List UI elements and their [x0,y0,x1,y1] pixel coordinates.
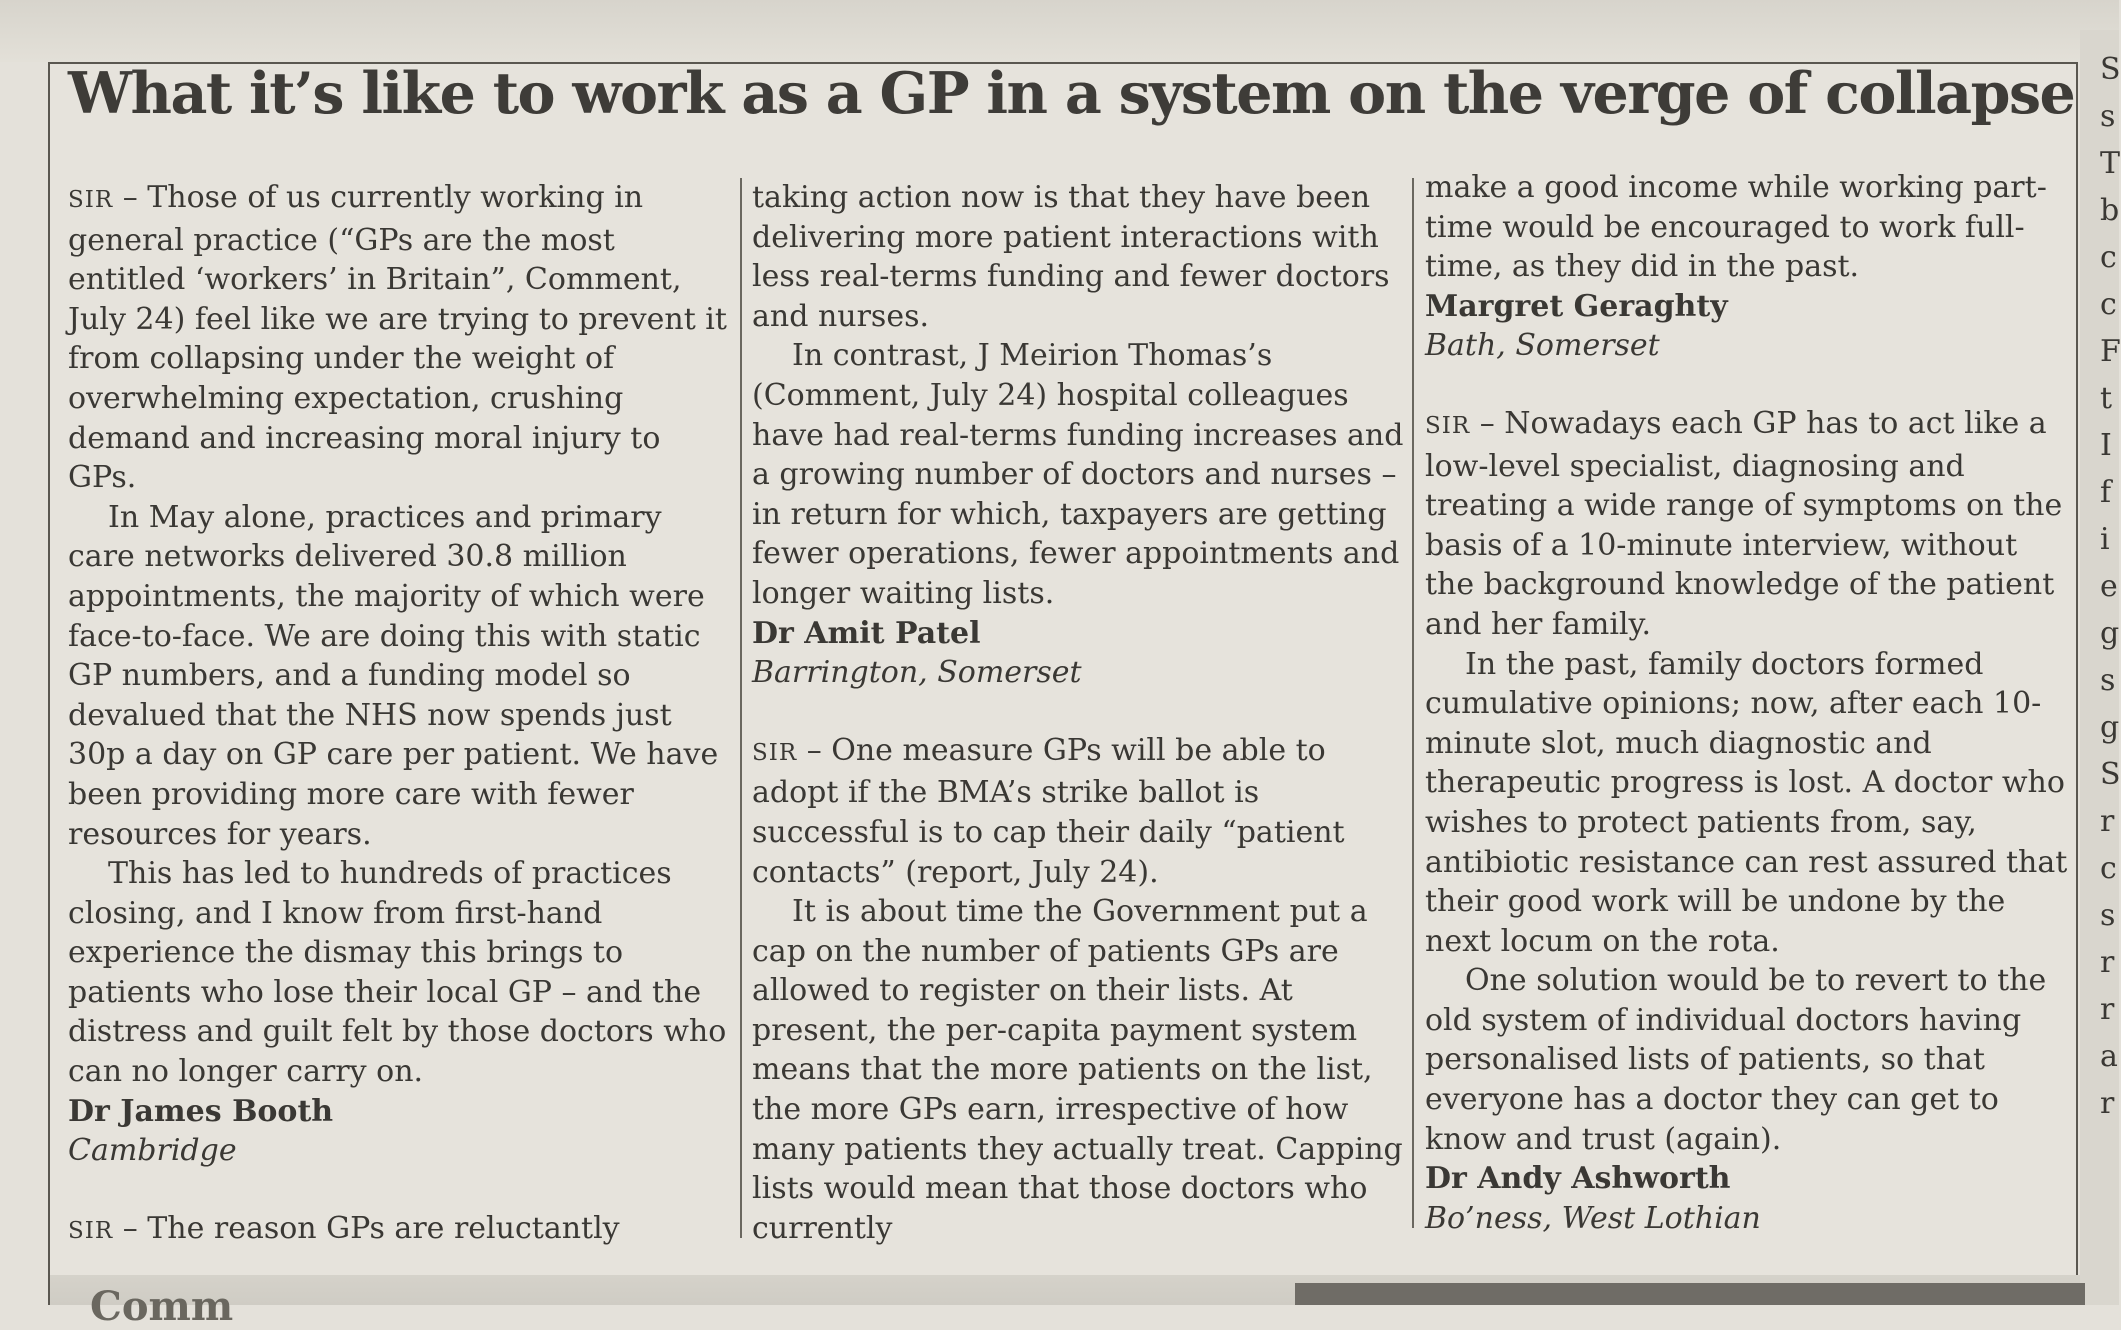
column-2 [752,178,1412,1286]
letter-ashworth [1425,404,2075,1238]
edge-letter-fragment: r [2100,945,2115,980]
sir-label: SIR [1425,412,1471,439]
column-1 [68,178,728,1289]
letter-paragraph: SIR – Those of us currently working in general practice (“GPs are the most entitled ‘workers’ in Britain”, Comment, July 24) feel like we are trying to prevent it from collapsing under the weight of overwhelming expectation, crushing demand and increasing moral injury to GPs. [68,180,727,496]
signature-name: Margret Geraghty [1425,288,1728,324]
letter-paragraph: taking action now is that they have been delivering more patient interactions with less real-terms funding and fewer doctors and nurses. [752,180,1390,334]
sir-label: SIR [752,739,798,766]
column-divider [1412,178,1414,1228]
edge-letter-fragment: I [2100,428,2112,463]
signature-place: Barrington, Somerset [752,655,1082,691]
edge-letter-fragment: a [2100,1039,2118,1074]
edge-letter-fragment: c [2100,240,2117,275]
letter-paragraph: make a good income while working part-time would be encouraged to work full-time, as they did in the past. [1425,170,2047,285]
edge-letter-fragment: g [2100,616,2120,651]
letter-paragraph: It is about time the Government put a cap on the number of patients GPs are allowed to register on their lists. At present, the per-capita payment system means that the more patients on the list, the more GPs earn, irrespective of how many patients they actually treat. Capping lists would mean that those doctors who currently [752,894,1403,1246]
edge-letter-fragment: S [2100,757,2121,792]
edge-letter-fragment: r [2100,992,2115,1027]
letter-paragraph: One solution would be to revert to the old system of individual doctors having personalised lists of patients, so that everyone has a doctor they can get to know and trust (again). [1425,963,2047,1157]
letter-patel [752,178,1412,693]
next-article-headline-fragment: Comm [90,1283,234,1330]
signature-name: Dr James Booth [68,1093,334,1129]
edge-letter-fragment: s [2100,99,2116,134]
edge-letter-fragment: e [2100,569,2118,604]
letter-paragraph: SIR – One measure GPs will be able to adopt if the BMA’s strike ballot is successful is to cap their daily “patient contacts” (report, July 24). [752,732,1345,890]
letter-patel-start [68,1209,728,1252]
signature-place: Bath, Somerset [1425,328,1660,364]
letter-paragraph: SIR – The reason GPs are reluctantly [68,1210,620,1246]
letter-paragraph: In contrast, J Meirion Thomas’s (Comment, July 24) hospital colleagues have had real-terms funding increases and a growing number of doctors and nurses – in return for which, taxpayers are getting fewer operations, fewer appointments and longer waiting lists. [752,338,1404,611]
edge-letter-fragment: s [2100,663,2116,698]
edge-letter-fragment: c [2100,287,2117,322]
column-divider [740,178,742,1238]
bottom-dark-bar [1295,1283,2085,1305]
edge-letter-fragment: T [2100,146,2121,181]
edge-letter-fragment: t [2100,381,2113,416]
sir-label: SIR [68,1217,114,1244]
column-3 [1425,168,2075,1276]
edge-letter-fragment: i [2100,522,2110,557]
edge-letter-fragment: b [2100,193,2120,228]
letter-paragraph: In May alone, practices and primary care networks delivered 30.8 million appointments, the majority of which were face-to-face. We are doing this with static GP numbers, and a funding model so devalued that the NHS now spends just 30p a day on GP care per patient. We have been providing more care with fewer resources for years. [68,499,719,852]
letter-geraghty [1425,168,2075,366]
page-title: What it’s like to work as a GP in a system on the verge of collapse [68,60,2075,127]
edge-letter-fragment: r [2100,804,2115,839]
edge-letter-fragment: c [2100,851,2117,886]
signature-place: Cambridge [68,1133,237,1169]
signature-name: Dr Amit Patel [752,615,981,651]
edge-letter-fragment: F [2100,334,2121,369]
letter-paragraph: SIR – Nowadays each GP has to act like a low-level specialist, diagnosing and treating a wide range of symptoms on the basis of a 10-minute interview, without the background knowledge of the patient and her family. [1425,405,2063,642]
letter-geraghty-start [752,731,1412,1249]
sir-label: SIR [68,187,114,213]
letter-paragraph: This has led to hundreds of practices closing, and I know from first-hand experience the dismay this brings to patients who lose their local GP – and the distress and guilt felt by those doctors who can no longer carry on. [68,856,727,1090]
edge-letter-fragment: r [2100,1086,2115,1121]
edge-letter-fragment: s [2100,898,2116,933]
edge-letter-fragment: g [2100,710,2120,745]
letter-booth [68,178,728,1171]
signature-place: Bo’ness, West Lothian [1425,1200,1761,1236]
signature-name: Dr Andy Ashworth [1425,1161,1731,1197]
edge-letter-fragment: S [2100,52,2121,87]
letter-paragraph: In the past, family doctors formed cumulative opinions; now, after each 10-minute slot, much diagnostic and therapeutic progress is lost. A doctor who wishes to protect patients from, say, antibiotic resistance can rest assured that their good work will be undone by the next locum on the rota. [1425,646,2068,959]
edge-letter-fragment: f [2100,475,2112,510]
